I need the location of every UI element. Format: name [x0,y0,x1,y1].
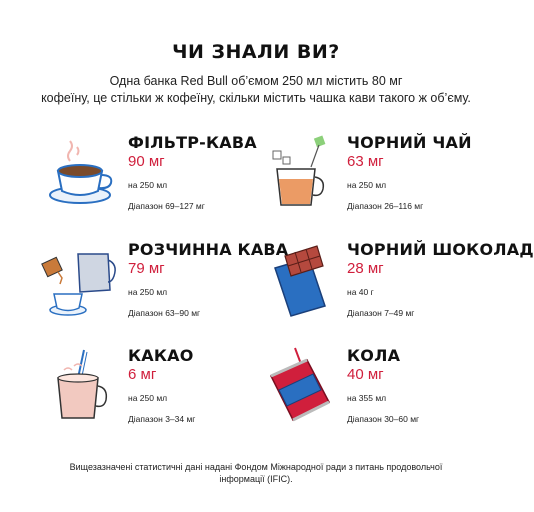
item-dark-chocolate [265,240,534,336]
item-filter-coffee [46,133,276,229]
item-range: Діапазон 7–49 мг [347,308,415,318]
intro-text [20,73,492,107]
item-cocoa [46,346,276,442]
item-amount: 40 мг [347,366,384,383]
item-cola [265,346,495,442]
item-per: на 250 мл [128,180,168,190]
item-name: РОЗЧИННА КАВА [128,240,289,259]
item-per: на 250 мл [128,287,168,297]
page-title: ЧИ ЗНАЛИ ВИ? [172,41,340,63]
item-amount: 90 мг [128,153,165,170]
intro-line-1: Одна банка Red Bull об’ємом 250 мл містить 80 мг [109,74,403,88]
item-per: на 250 мл [128,393,168,403]
item-range: Діапазон 63–90 мг [128,308,201,318]
item-black-tea [265,133,495,229]
soda-can-icon [265,346,341,426]
item-per: на 40 г [347,287,374,297]
item-amount: 79 мг [128,260,165,277]
cocoa-mug-icon [46,346,122,426]
item-instant-coffee [46,240,289,336]
tea-glass-icon [265,133,341,213]
coffee-cup-icon [46,133,122,213]
instant-coffee-icon [46,240,122,320]
footnote-line-2: інформації (IFIC). [219,474,293,484]
item-name: ЧОРНИЙ ШОКОЛАД [347,240,534,259]
chocolate-bar-icon [265,240,341,320]
item-range: Діапазон 3–34 мг [128,414,196,424]
item-name: КОЛА [347,346,401,365]
footnote-line-1: Вищезазначені статистичні дані надані Фондом Міжнародної ради з питань продовольчої [69,462,443,472]
item-name: ЧОРНИЙ ЧАЙ [347,133,472,152]
item-name: КАКАО [128,346,194,365]
item-range: Діапазон 30–60 мг [347,414,420,424]
item-name: ФІЛЬТР-КАВА [128,133,257,152]
item-range: Діапазон 69–127 мг [128,201,205,211]
item-amount: 28 мг [347,260,384,277]
intro-line-2: кофеїну, це стільки ж кофеїну, скільки містить чашка кави такого ж об’єму. [41,91,471,105]
item-per: на 355 мл [347,393,387,403]
item-amount: 63 мг [347,153,384,170]
footnote [40,461,472,485]
item-range: Діапазон 26–116 мг [347,201,424,211]
item-per: на 250 мл [347,180,387,190]
item-amount: 6 мг [128,366,157,383]
